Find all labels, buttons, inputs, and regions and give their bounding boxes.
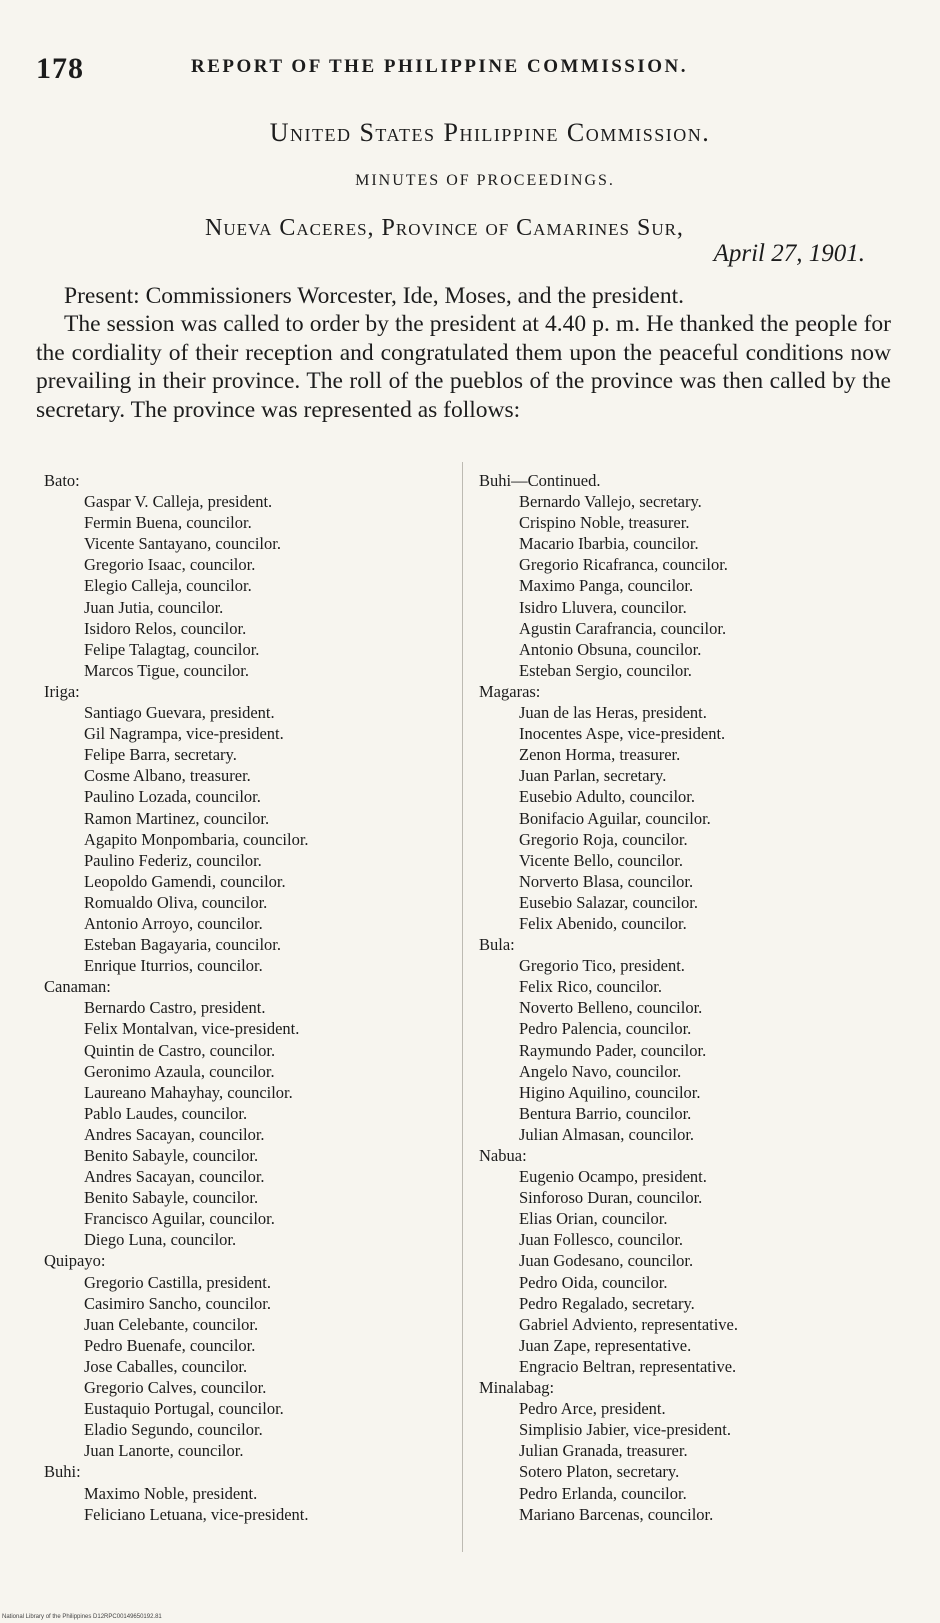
roster-entry: Inocentes Aspe, vice-president.: [519, 724, 726, 744]
roster-entry: Pablo Laudes, councilor.: [84, 1103, 248, 1123]
roster-entry: Eusebio Salazar, councilor.: [519, 892, 698, 912]
present-paragraph: Present: Commissioners Worcester, Ide, Moses, and the president.: [64, 283, 685, 309]
right-roster-column: [479, 470, 889, 1525]
roster-entry: Francisco Aguilar, councilor.: [84, 1209, 275, 1229]
roster-entry: Felix Montalvan, vice-president.: [84, 1019, 300, 1039]
roster-entry: Fermin Buena, councilor.: [84, 513, 252, 533]
roster-entry: Feliciano Letuana, vice-president.: [84, 1504, 309, 1524]
roster-entry: Vicente Santayano, councilor.: [84, 534, 281, 554]
roster-entry: Simplisio Jabier, vice-president.: [519, 1420, 731, 1440]
roster-entry: Santiago Guevara, president.: [84, 703, 275, 723]
roster-entry: Vicente Bello, councilor.: [519, 850, 683, 870]
roster-entry: Benito Sabayle, councilor.: [84, 1146, 259, 1165]
roster-entry: Macario Ibarbia, councilor.: [519, 534, 699, 554]
roster-entry: Bentura Barrio, councilor.: [519, 1103, 692, 1123]
roster-entry: Raymundo Pader, councilor.: [519, 1040, 707, 1060]
roster-entry: Pedro Regalado, secretary.: [519, 1293, 695, 1313]
roster-entry: Eugenio Ocampo, president.: [519, 1167, 707, 1187]
roster-entry: Angelo Navo, councilor.: [519, 1061, 682, 1081]
roster-entry: Laureano Mahayhay, councilor.: [84, 1082, 293, 1102]
roster-entry: Juan Jutia, councilor.: [84, 597, 224, 617]
roster-entry: Juan Follesco, councilor.: [519, 1230, 684, 1250]
roster-entry: Elias Orian, councilor.: [519, 1209, 668, 1229]
roster-entry: Eusebio Adulto, councilor.: [519, 787, 695, 807]
roster-entry: Pedro Buenafe, councilor.: [84, 1335, 256, 1355]
roster-entry: Maximo Noble, president.: [84, 1483, 258, 1503]
roster-entry: Andres Sacayan, councilor.: [84, 1124, 265, 1144]
roster-entry: Pedro Oida, councilor.: [519, 1272, 668, 1292]
roster-entry: Higino Aquilino, councilor.: [519, 1082, 701, 1102]
roster-entry: Geronimo Azaula, councilor.: [84, 1061, 275, 1081]
roster-entry: Gregorio Tico, president.: [519, 956, 685, 976]
roster-entry: Juan Godesano, councilor.: [519, 1251, 694, 1271]
column-divider: [462, 462, 463, 1552]
roster-entry: Mariano Barcenas, councilor.: [519, 1504, 714, 1524]
page-number: 178: [36, 52, 84, 85]
commission-heading: United States Philippine Commission.: [269, 118, 711, 147]
pueblo-heading: Buhi:: [44, 1462, 81, 1482]
running-head: [36, 50, 900, 90]
roster-entry: Felipe Barra, secretary.: [84, 745, 237, 765]
date-line: April 27, 1901.: [713, 240, 865, 267]
roster-entry: Quintin de Castro, councilor.: [84, 1040, 276, 1060]
roster-entry: Julian Almasan, councilor.: [519, 1124, 695, 1144]
roster-entry: Gil Nagrampa, vice-president.: [84, 724, 284, 744]
pueblo-heading: Bato:: [44, 471, 80, 490]
roster-entry: Gregorio Calves, councilor.: [84, 1378, 267, 1398]
roster-entry: Maximo Panga, councilor.: [519, 576, 694, 596]
pueblo-heading: Minalabag:: [479, 1378, 555, 1398]
roster-entry: Gregorio Isaac, councilor.: [84, 555, 256, 575]
pueblo-heading: Nabua:: [479, 1146, 527, 1165]
roster-entry: Pedro Arce, president.: [519, 1399, 666, 1419]
roster-entry: Gregorio Ricafranca, councilor.: [519, 555, 728, 575]
pueblo-heading: Iriga:: [44, 681, 80, 701]
pueblo-heading: Magaras:: [479, 681, 541, 701]
roster-entry: Diego Luna, councilor.: [84, 1230, 237, 1250]
roster-entry: Felix Abenido, councilor.: [519, 913, 687, 933]
roster-entry: Zenon Horma, treasurer.: [519, 745, 681, 765]
roster-entry: Juan de las Heras, president.: [519, 703, 707, 723]
roster-entry: Bernardo Castro, president.: [84, 998, 266, 1018]
roster-entry: Gabriel Adviento, representative.: [519, 1314, 739, 1334]
roster-entry: Gregorio Roja, councilor.: [519, 829, 688, 849]
roster-entry: Agustin Carafrancia, councilor.: [519, 618, 727, 638]
roster-entry: Engracio Beltran, representative.: [519, 1356, 737, 1376]
roster-entry: Juan Parlan, secretary.: [519, 766, 667, 786]
roster-entry: Andres Sacayan, councilor.: [84, 1167, 265, 1187]
roster-entry: Jose Caballes, councilor.: [84, 1356, 248, 1376]
roster-entry: Julian Granada, treasurer.: [519, 1441, 688, 1461]
roster-entry: Sotero Platon, secretary.: [519, 1462, 680, 1482]
roster-entry: Elegio Calleja, councilor.: [84, 576, 252, 596]
roster-entry: Antonio Obsuna, councilor.: [519, 639, 702, 659]
roster-entry: Benito Sabayle, councilor.: [84, 1188, 259, 1208]
roster-entry: Bernardo Vallejo, secretary.: [519, 492, 702, 512]
roster-entry: Agapito Monpombaria, councilor.: [84, 829, 309, 849]
roster-entry: Juan Celebante, councilor.: [84, 1314, 259, 1334]
roster-entry: Esteban Sergio, councilor.: [519, 660, 692, 680]
left-roster-column: [44, 470, 444, 1525]
roster-entry: Norverto Blasa, councilor.: [519, 871, 694, 891]
roster-entry: Sinforoso Duran, councilor.: [519, 1188, 703, 1208]
roster-entry: Crispino Noble, treasurer.: [519, 513, 690, 533]
roster-entry: Pedro Erlanda, councilor.: [519, 1483, 687, 1503]
roster-entry: Gregorio Castilla, president.: [84, 1272, 271, 1292]
roster-entry: Eladio Segundo, councilor.: [84, 1420, 263, 1440]
roster-entry: Marcos Tigue, councilor.: [84, 660, 249, 680]
pueblo-heading: Quipayo:: [44, 1251, 106, 1271]
roster-entry: Esteban Bagayaria, councilor.: [84, 935, 282, 955]
roster-entry: Romualdo Oliva, councilor.: [84, 892, 268, 912]
roster-entry: Antonio Arroyo, councilor.: [84, 913, 263, 933]
roster-entry: Gaspar V. Calleja, president.: [84, 492, 273, 512]
roster-entry: Juan Zape, representative.: [519, 1335, 692, 1355]
roster-entry: Felipe Talagtag, councilor.: [84, 639, 260, 659]
roster-entry: Pedro Palencia, councilor.: [519, 1019, 692, 1039]
pueblo-heading: Bula:: [479, 935, 515, 955]
session-paragraph: The session was called to order by the president at 4.40 p. m. He thanked the people for the cordiality of their reception and congratulated them upon the peaceful conditions now prevailing in their province. The roll of the pueblos of the province was then called by the secretary. The province was represented as follows:: [36, 311, 891, 423]
roster-entry: Isidoro Relos, councilor.: [84, 618, 247, 638]
minutes-subheading: MINUTES OF PROCEEDINGS.: [355, 172, 615, 189]
roster-entry: Ramon Martinez, councilor.: [84, 808, 270, 828]
roster-entry: Felix Rico, councilor.: [519, 977, 662, 997]
pueblo-heading: Canaman:: [44, 977, 111, 997]
place-line: Nueva Caceres, Province of Camarines Sur,: [205, 215, 684, 241]
pueblo-heading: Buhi—Continued.: [479, 471, 601, 490]
roster-entry: Paulino Lozada, councilor.: [84, 787, 261, 807]
footer-credit: National Library of the Philippines D12RPC00149650192.81: [2, 1614, 162, 1620]
roster-entry: Eustaquio Portugal, councilor.: [84, 1399, 284, 1419]
roster-entry: Casimiro Sancho, councilor.: [84, 1293, 271, 1313]
roster-entry: Leopoldo Gamendi, councilor.: [84, 871, 286, 891]
roster-entry: Paulino Federiz, councilor.: [84, 850, 262, 870]
roster-entry: Bonifacio Aguilar, councilor.: [519, 808, 711, 828]
running-title: REPORT OF THE PHILIPPINE COMMISSION.: [191, 56, 689, 77]
roster-entry: Cosme Albano, treasurer.: [84, 766, 251, 786]
roster-entry: Enrique Iturrios, councilor.: [84, 956, 263, 976]
roster-entry: Isidro Lluvera, councilor.: [519, 597, 687, 617]
roster-entry: Juan Lanorte, councilor.: [84, 1441, 244, 1461]
roster-entry: Noverto Belleno, councilor.: [519, 998, 703, 1018]
